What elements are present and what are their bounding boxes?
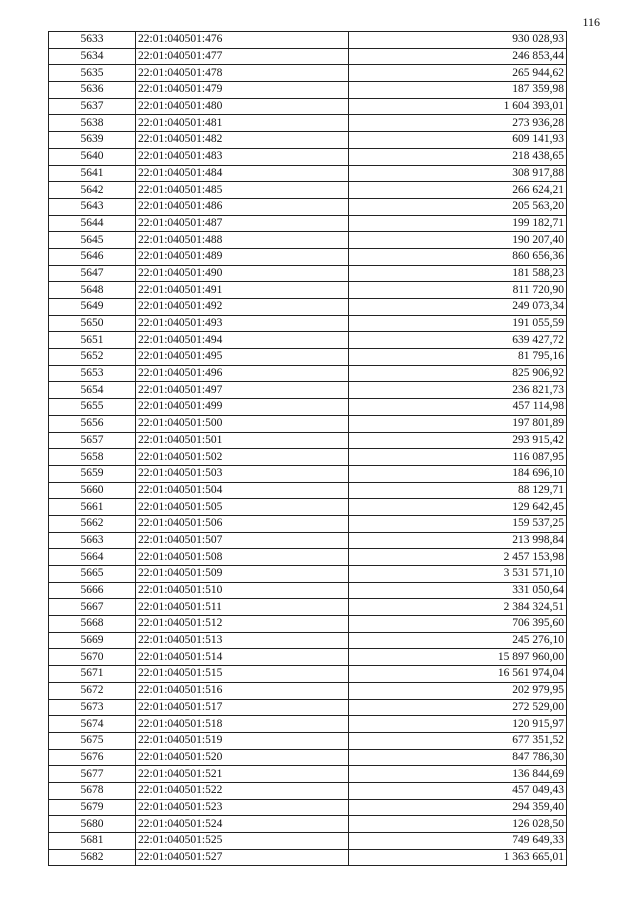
- cadastral-number-cell: 22:01:040501:500: [136, 415, 349, 432]
- cadastral-value-cell: 825 906,92: [349, 365, 567, 382]
- cadastral-number-cell: 22:01:040501:494: [136, 332, 349, 349]
- table-row: [49, 282, 567, 299]
- cadastral-value-cell: 246 853,44: [349, 48, 567, 65]
- cadastral-value-cell: 609 141,93: [349, 132, 567, 149]
- row-number-cell: 5672: [49, 682, 136, 699]
- table-row: [49, 165, 567, 182]
- row-number-cell: 5643: [49, 198, 136, 215]
- cadastral-value-cell: 202 979,95: [349, 682, 567, 699]
- cadastral-number-cell: 22:01:040501:512: [136, 616, 349, 633]
- row-number-cell: 5637: [49, 98, 136, 115]
- row-number-cell: 5664: [49, 549, 136, 566]
- row-number-cell: 5679: [49, 799, 136, 816]
- cadastral-value-cell: 930 028,93: [349, 32, 567, 49]
- cadastral-value-cell: 187 359,98: [349, 82, 567, 99]
- cadastral-number-cell: 22:01:040501:520: [136, 749, 349, 766]
- cadastral-value-cell: 273 936,28: [349, 115, 567, 132]
- table-row: [49, 148, 567, 165]
- cadastral-value-cell: 294 359,40: [349, 799, 567, 816]
- cadastral-number-cell: 22:01:040501:503: [136, 465, 349, 482]
- row-number-cell: 5634: [49, 48, 136, 65]
- row-number-cell: 5635: [49, 65, 136, 82]
- row-number-cell: 5639: [49, 132, 136, 149]
- cadastral-value-cell: 677 351,52: [349, 732, 567, 749]
- cadastral-value-cell: 811 720,90: [349, 282, 567, 299]
- table-row: [49, 132, 567, 149]
- cadastral-number-cell: 22:01:040501:516: [136, 682, 349, 699]
- table-row: [49, 582, 567, 599]
- row-number-cell: 5654: [49, 382, 136, 399]
- row-number-cell: 5645: [49, 232, 136, 249]
- table-row: [49, 332, 567, 349]
- cadastral-value-cell: 136 844,69: [349, 766, 567, 783]
- table-row: [49, 632, 567, 649]
- cadastral-value-cell: 2 384 324,51: [349, 599, 567, 616]
- row-number-cell: 5646: [49, 248, 136, 265]
- row-number-cell: 5674: [49, 716, 136, 733]
- cadastral-number-cell: 22:01:040501:525: [136, 833, 349, 850]
- cadastral-number-cell: 22:01:040501:515: [136, 666, 349, 683]
- table-row: [49, 349, 567, 366]
- cadastral-value-cell: 213 998,84: [349, 532, 567, 549]
- cadastral-value-cell: 1 363 665,01: [349, 849, 567, 866]
- row-number-cell: 5657: [49, 432, 136, 449]
- row-number-cell: 5667: [49, 599, 136, 616]
- row-number-cell: 5669: [49, 632, 136, 649]
- row-number-cell: 5682: [49, 849, 136, 866]
- row-number-cell: 5663: [49, 532, 136, 549]
- cadastral-value-cell: 126 028,50: [349, 816, 567, 833]
- cadastral-number-cell: 22:01:040501:501: [136, 432, 349, 449]
- row-number-cell: 5652: [49, 349, 136, 366]
- table-row: [49, 649, 567, 666]
- cadastral-number-cell: 22:01:040501:481: [136, 115, 349, 132]
- cadastral-value-cell: 847 786,30: [349, 749, 567, 766]
- cadastral-number-cell: 22:01:040501:480: [136, 98, 349, 115]
- row-number-cell: 5642: [49, 182, 136, 199]
- cadastral-value-cell: 639 427,72: [349, 332, 567, 349]
- table-row: [49, 265, 567, 282]
- row-number-cell: 5653: [49, 365, 136, 382]
- table-row: [49, 465, 567, 482]
- row-number-cell: 5633: [49, 32, 136, 49]
- row-number-cell: 5644: [49, 215, 136, 232]
- table-row: [49, 666, 567, 683]
- cadastral-number-cell: 22:01:040501:506: [136, 515, 349, 532]
- table-row: [49, 766, 567, 783]
- cadastral-number-cell: 22:01:040501:491: [136, 282, 349, 299]
- cadastral-value-cell: 457 114,98: [349, 399, 567, 416]
- cadastral-value-cell: 218 438,65: [349, 148, 567, 165]
- table-row: [49, 48, 567, 65]
- cadastral-number-cell: 22:01:040501:486: [136, 198, 349, 215]
- cadastral-value-cell: 1 604 393,01: [349, 98, 567, 115]
- table-row: [49, 782, 567, 799]
- table-row: [49, 616, 567, 633]
- cadastral-number-cell: 22:01:040501:478: [136, 65, 349, 82]
- table-row: [49, 248, 567, 265]
- table-row: [49, 382, 567, 399]
- cadastral-value-cell: 116 087,95: [349, 449, 567, 466]
- table-row: [49, 799, 567, 816]
- row-number-cell: 5659: [49, 465, 136, 482]
- cadastral-value-cell: 81 795,16: [349, 349, 567, 366]
- cadastral-number-cell: 22:01:040501:499: [136, 399, 349, 416]
- table-row: [49, 415, 567, 432]
- cadastral-value-cell: 308 917,88: [349, 165, 567, 182]
- row-number-cell: 5675: [49, 732, 136, 749]
- cadastral-value-cell: 15 897 960,00: [349, 649, 567, 666]
- page-number: 116: [582, 15, 600, 29]
- cadastral-number-cell: 22:01:040501:502: [136, 449, 349, 466]
- table-row: [49, 432, 567, 449]
- table-row: [49, 532, 567, 549]
- row-number-cell: 5647: [49, 265, 136, 282]
- cadastral-number-cell: 22:01:040501:511: [136, 599, 349, 616]
- table-row: [49, 482, 567, 499]
- table-row: [49, 749, 567, 766]
- table-row: [49, 499, 567, 516]
- cadastral-value-cell: 2 457 153,98: [349, 549, 567, 566]
- table-row: [49, 716, 567, 733]
- cadastral-value-cell: 129 642,45: [349, 499, 567, 516]
- cadastral-value-cell: 749 649,33: [349, 833, 567, 850]
- table-row: [49, 232, 567, 249]
- table-row: [49, 299, 567, 316]
- cadastral-number-cell: 22:01:040501:492: [136, 299, 349, 316]
- table-row: [49, 816, 567, 833]
- cadastral-number-cell: 22:01:040501:493: [136, 315, 349, 332]
- row-number-cell: 5681: [49, 833, 136, 850]
- cadastral-value-table: [48, 31, 567, 866]
- cadastral-value-cell: 88 129,71: [349, 482, 567, 499]
- row-number-cell: 5638: [49, 115, 136, 132]
- row-number-cell: 5655: [49, 399, 136, 416]
- table-row: [49, 449, 567, 466]
- cadastral-value-cell: 199 182,71: [349, 215, 567, 232]
- table-row: [49, 549, 567, 566]
- cadastral-number-cell: 22:01:040501:485: [136, 182, 349, 199]
- cadastral-value-cell: 266 624,21: [349, 182, 567, 199]
- table-body: [49, 32, 567, 866]
- row-number-cell: 5671: [49, 666, 136, 683]
- cadastral-value-cell: 236 821,73: [349, 382, 567, 399]
- row-number-cell: 5666: [49, 582, 136, 599]
- cadastral-value-cell: 293 915,42: [349, 432, 567, 449]
- table-row: [49, 849, 567, 866]
- cadastral-number-cell: 22:01:040501:496: [136, 365, 349, 382]
- cadastral-number-cell: 22:01:040501:527: [136, 849, 349, 866]
- row-number-cell: 5641: [49, 165, 136, 182]
- cadastral-value-cell: 159 537,25: [349, 515, 567, 532]
- row-number-cell: 5636: [49, 82, 136, 99]
- cadastral-number-cell: 22:01:040501:479: [136, 82, 349, 99]
- row-number-cell: 5656: [49, 415, 136, 432]
- cadastral-value-cell: 197 801,89: [349, 415, 567, 432]
- cadastral-number-cell: 22:01:040501:505: [136, 499, 349, 516]
- cadastral-value-cell: 3 531 571,10: [349, 566, 567, 583]
- cadastral-number-cell: 22:01:040501:483: [136, 148, 349, 165]
- cadastral-value-cell: 191 055,59: [349, 315, 567, 332]
- row-number-cell: 5660: [49, 482, 136, 499]
- cadastral-number-cell: 22:01:040501:476: [136, 32, 349, 49]
- row-number-cell: 5676: [49, 749, 136, 766]
- cadastral-number-cell: 22:01:040501:497: [136, 382, 349, 399]
- cadastral-number-cell: 22:01:040501:487: [136, 215, 349, 232]
- cadastral-number-cell: 22:01:040501:522: [136, 782, 349, 799]
- cadastral-number-cell: 22:01:040501:488: [136, 232, 349, 249]
- cadastral-number-cell: 22:01:040501:517: [136, 699, 349, 716]
- table-row: [49, 198, 567, 215]
- cadastral-number-cell: 22:01:040501:523: [136, 799, 349, 816]
- table-row: [49, 215, 567, 232]
- cadastral-value-cell: 181 588,23: [349, 265, 567, 282]
- table-row: [49, 98, 567, 115]
- cadastral-value-cell: 184 696,10: [349, 465, 567, 482]
- row-number-cell: 5678: [49, 782, 136, 799]
- cadastral-number-cell: 22:01:040501:489: [136, 248, 349, 265]
- row-number-cell: 5651: [49, 332, 136, 349]
- cadastral-number-cell: 22:01:040501:509: [136, 566, 349, 583]
- row-number-cell: 5661: [49, 499, 136, 516]
- row-number-cell: 5658: [49, 449, 136, 466]
- table-row: [49, 699, 567, 716]
- table-row: [49, 32, 567, 49]
- cadastral-number-cell: 22:01:040501:514: [136, 649, 349, 666]
- cadastral-number-cell: 22:01:040501:521: [136, 766, 349, 783]
- cadastral-number-cell: 22:01:040501:513: [136, 632, 349, 649]
- cadastral-number-cell: 22:01:040501:477: [136, 48, 349, 65]
- cadastral-number-cell: 22:01:040501:519: [136, 732, 349, 749]
- table-row: [49, 315, 567, 332]
- cadastral-value-cell: 245 276,10: [349, 632, 567, 649]
- row-number-cell: 5668: [49, 616, 136, 633]
- cadastral-value-cell: 16 561 974,04: [349, 666, 567, 683]
- cadastral-value-cell: 120 915,97: [349, 716, 567, 733]
- cadastral-value-cell: 331 050,64: [349, 582, 567, 599]
- cadastral-number-cell: 22:01:040501:504: [136, 482, 349, 499]
- table-row: [49, 833, 567, 850]
- table-row: [49, 515, 567, 532]
- table-row: [49, 732, 567, 749]
- cadastral-value-cell: 272 529,00: [349, 699, 567, 716]
- cadastral-number-cell: 22:01:040501:482: [136, 132, 349, 149]
- row-number-cell: 5640: [49, 148, 136, 165]
- row-number-cell: 5649: [49, 299, 136, 316]
- row-number-cell: 5665: [49, 566, 136, 583]
- cadastral-value-cell: 190 207,40: [349, 232, 567, 249]
- table-row: [49, 365, 567, 382]
- cadastral-value-cell: 860 656,36: [349, 248, 567, 265]
- table-row: [49, 115, 567, 132]
- table-row: [49, 599, 567, 616]
- table-row: [49, 65, 567, 82]
- cadastral-value-cell: 205 563,20: [349, 198, 567, 215]
- table-row: [49, 566, 567, 583]
- cadastral-number-cell: 22:01:040501:510: [136, 582, 349, 599]
- row-number-cell: 5670: [49, 649, 136, 666]
- cadastral-number-cell: 22:01:040501:490: [136, 265, 349, 282]
- row-number-cell: 5680: [49, 816, 136, 833]
- row-number-cell: 5662: [49, 515, 136, 532]
- cadastral-value-cell: 249 073,34: [349, 299, 567, 316]
- cadastral-number-cell: 22:01:040501:518: [136, 716, 349, 733]
- row-number-cell: 5650: [49, 315, 136, 332]
- row-number-cell: 5648: [49, 282, 136, 299]
- row-number-cell: 5673: [49, 699, 136, 716]
- cadastral-number-cell: 22:01:040501:484: [136, 165, 349, 182]
- table-row: [49, 182, 567, 199]
- row-number-cell: 5677: [49, 766, 136, 783]
- cadastral-number-cell: 22:01:040501:495: [136, 349, 349, 366]
- table-row: [49, 82, 567, 99]
- cadastral-value-cell: 457 049,43: [349, 782, 567, 799]
- cadastral-number-cell: 22:01:040501:507: [136, 532, 349, 549]
- table-row: [49, 682, 567, 699]
- cadastral-value-cell: 706 395,60: [349, 616, 567, 633]
- cadastral-number-cell: 22:01:040501:524: [136, 816, 349, 833]
- cadastral-value-cell: 265 944,62: [349, 65, 567, 82]
- cadastral-number-cell: 22:01:040501:508: [136, 549, 349, 566]
- table-row: [49, 399, 567, 416]
